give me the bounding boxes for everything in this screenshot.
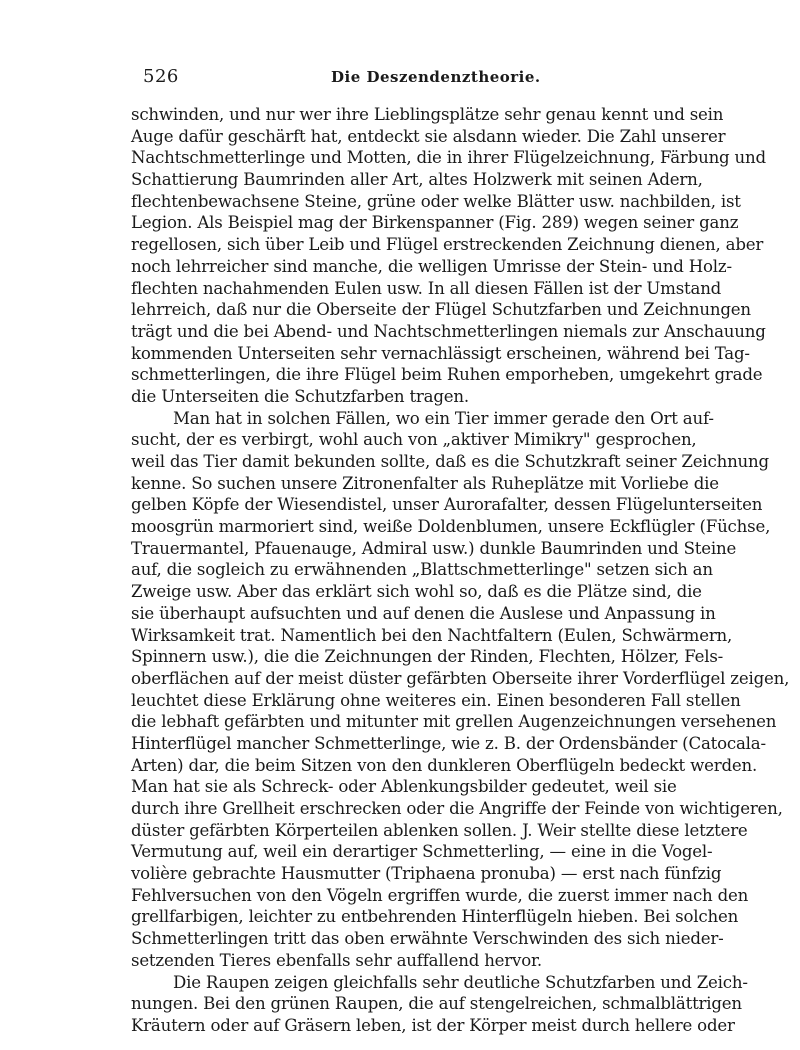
text-line: lehrreich, daß nur die Oberseite der Flügel Schutzfarben und Zeichnungen <box>131 300 751 320</box>
text-line: schmetterlingen, die ihre Flügel beim Ruhen emporheben, umgekehrt grade <box>131 365 763 385</box>
body-text <box>131 104 790 1037</box>
text-line: Zweige usw. Aber das erklärt sich wohl so, daß es die Plätze sind, die <box>131 582 702 602</box>
text-line: die Unterseiten die Schutzfarben tragen. <box>131 386 469 406</box>
text-line: Schmetterlingen tritt das oben erwähnte Verschwinden des sich nieder- <box>131 929 724 949</box>
text-line: Die Raupen zeigen gleichfalls sehr deutliche Schutzfarben und Zeich- <box>173 972 748 992</box>
text-line: die lebhaft gefärbten und mitunter mit grellen Augenzeichnungen versehenen <box>131 712 777 732</box>
text-line: Nachtschmetterlinge und Motten, die in ihrer Flügelzeichnung, Färbung und <box>131 148 766 168</box>
text-line: Wirksamkeit trat. Namentlich bei den Nachtfaltern (Eulen, Schwärmern, <box>131 625 733 645</box>
text-line: weil das Tier damit bekunden sollte, daß es die Schutzkraft seiner Zeichnung <box>131 452 769 471</box>
text-line: noch lehrreicher sind manche, die welligen Umrisse der Stein- und Holz- <box>131 256 732 276</box>
text-line: grellfarbigen, leichter zu entbehrenden Hinterflügeln hieben. Bei solchen <box>131 907 739 927</box>
text-line: sie überhaupt aufsuchten und auf denen die Auslese und Anpassung in <box>131 603 716 623</box>
text-line: Fehlversuchen von den Vögeln ergriffen wurde, die zuerst immer nach den <box>131 885 749 905</box>
text-line: Trauermantel, Pfauenauge, Admiral usw.) dunkle Baumrinden und Steine <box>131 538 737 558</box>
text-line: flechtenbewachsene Steine, grüne oder welke Blätter usw. nachbilden, ist <box>131 191 741 211</box>
text-line: trägt und die bei Abend- und Nachtschmetterlingen niemals zur Anschauung <box>131 321 766 341</box>
text-line: Legion. Als Beispiel mag der Birkenspanner (Fig. 289) wegen seiner ganz <box>131 213 739 233</box>
text-line: düster gefärbten Körperteilen ablenken sollen. J. Weir stellte diese letztere <box>131 820 748 840</box>
text-line: Hinterflügel mancher Schmetterlinge, wie z. B. der Ordensbänder (Catocala- <box>131 733 766 753</box>
text-line: Man hat sie als Schreck- oder Ablenkungsbilder gedeutet, weil sie <box>131 777 677 797</box>
text-line: volière gebrachte Hausmutter (Triphaena pronuba) — erst nach fünfzig <box>131 864 722 884</box>
text-line: nungen. Bei den grünen Raupen, die auf stengelreichen, schmalblättrigen <box>131 994 742 1014</box>
text-line: Man hat in solchen Fällen, wo ein Tier immer gerade den Ort auf- <box>173 408 714 428</box>
text-line: gelben Köpfe der Wiesendistel, unser Aurorafalter, dessen Flügelunterseiten <box>131 495 763 515</box>
paragraph <box>131 972 748 1037</box>
text-line: oberflächen auf der meist düster gefärbten Oberseite ihrer Vorderflügel zeigen, <box>131 668 790 688</box>
text-line: Spinnern usw.), die die Zeichnungen der Rinden, Flechten, Hölzer, Fels- <box>131 647 724 667</box>
text-line: leuchtet diese Erklärung ohne weiteres ein. Einen besonderen Fall stellen <box>131 690 741 710</box>
text-line: Auge dafür geschärft hat, entdeckt sie alsdann wieder. Die Zahl unserer <box>131 126 726 146</box>
text-line: kommenden Unterseiten sehr vernachlässigt erscheinen, während bei Tag- <box>131 343 750 363</box>
text-line: setzenden Tieres ebenfalls sehr auffallend hervor. <box>131 950 542 970</box>
text-line: Arten) dar, die beim Sitzen von den dunkleren Oberflügeln bedeckt werden. <box>131 755 758 775</box>
paragraph <box>131 408 790 972</box>
text-line: regellosen, sich über Leib und Flügel erstreckenden Zeichnung dienen, aber <box>131 235 764 255</box>
text-line: moosgrün marmoriert sind, weiße Doldenblumen, unsere Eckflügler (Füchse, <box>131 517 771 537</box>
text-line: Vermutung auf, weil ein derartiger Schmetterling, — eine in die Vogel- <box>131 842 713 862</box>
paragraph <box>131 104 766 408</box>
text-line: kenne. So suchen unsere Zitronenfalter als Ruheplätze mit Vorliebe die <box>131 473 719 493</box>
text-line: flechten nachahmenden Eulen usw. In all diesen Fällen ist der Umstand <box>131 278 722 298</box>
text-line: durch ihre Grellheit erschrecken oder die Angriffe der Feinde von wichtigeren, <box>131 799 783 818</box>
text-line: Kräutern oder auf Gräsern leben, ist der Körper meist durch hellere oder <box>131 1015 735 1035</box>
text-line: Schattierung Baumrinden aller Art, altes Holzwerk mit seinen Adern, <box>131 170 703 190</box>
text-line: sucht, der es verbirgt, wohl auch von „aktiver Mimikry" gesprochen, <box>131 430 697 450</box>
page-header <box>131 66 671 90</box>
page-number: 526 <box>143 66 179 87</box>
text-line: auf, die sogleich zu erwähnenden „Blattschmetterlinge" setzen sich an <box>131 560 713 580</box>
running-title: Die Deszendenztheorie. <box>331 68 541 86</box>
text-line: schwinden, und nur wer ihre Lieblingsplätze sehr genau kennt und sein <box>131 105 724 124</box>
